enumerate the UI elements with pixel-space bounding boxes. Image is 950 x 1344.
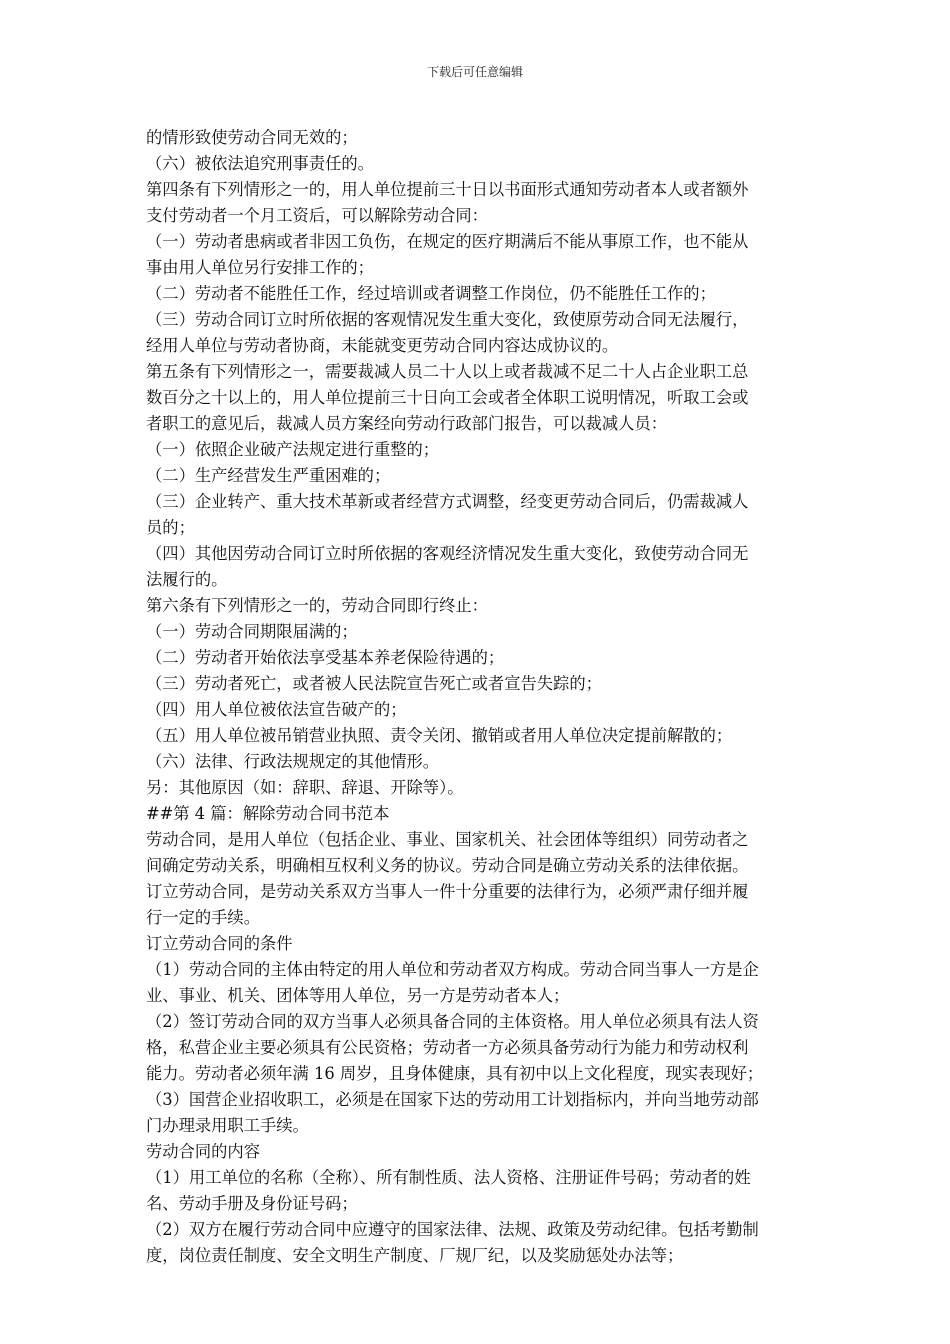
subsection-heading: 劳动合同的内容 xyxy=(146,1142,260,1161)
text-line: 员的； xyxy=(146,518,195,537)
text-line: （二）劳动者不能胜任工作，经过培训或者调整工作岗位，仍不能胜任工作的； xyxy=(146,284,716,303)
text-line: （一）劳动合同期限届满的； xyxy=(146,622,358,641)
text-line: 订立劳动合同，是劳动关系双方当事人一件十分重要的法律行为，必须严肃仔细并履 xyxy=(146,882,749,901)
text-line: 数百分之十以上的，用人单位提前三十日向工会或者全体职工说明情况，听取工会或 xyxy=(146,388,749,407)
text-line: 事由用人单位另行安排工作的； xyxy=(146,258,374,277)
text-line: 的情形致使劳动合同无效的； xyxy=(146,128,358,147)
text-line: （三）企业转产、重大技术革新或者经营方式调整，经变更劳动合同后，仍需裁减人 xyxy=(146,492,749,511)
text-line: 劳动合同，是用人单位（包括企业、事业、国家机关、社会团体等组织）同劳动者之 xyxy=(146,830,749,849)
subsection-heading: 订立劳动合同的条件 xyxy=(146,934,293,953)
text-line: 业、事业、机关、团体等用人单位，另一方是劳动者本人； xyxy=(146,986,570,1005)
text-line: 名、劳动手册及身份证号码； xyxy=(146,1194,358,1213)
text-line: 能力。劳动者必须年满 16 周岁，且身体健康，具有初中以上文化程度，现实表现好； xyxy=(146,1064,764,1083)
text-line: 法履行的。 xyxy=(146,570,228,589)
text-line: （1）用工单位的名称（全称）、所有制性质、法人资格、注册证件号码；劳动者的姓 xyxy=(146,1168,751,1187)
text-line: （六）法律、行政法规规定的其他情形。 xyxy=(146,752,440,771)
text-line: 支付劳动者一个月工资后，可以解除劳动合同： xyxy=(146,206,488,225)
text-line: 经用人单位与劳动者协商，未能就变更劳动合同内容达成协议的。 xyxy=(146,336,619,355)
text-line: （2）双方在履行劳动合同中应遵守的国家法律、法规、政策及劳动纪律。包括考勤制 xyxy=(146,1220,759,1239)
text-line: 格，私营企业主要必须具有公民资格；劳动者一方必须具备劳动行为能力和劳动权利 xyxy=(146,1038,749,1057)
text-line: （3）国营企业招收职工，必须是在国家下达的劳动用工计划指标内，并向当地劳动部 xyxy=(146,1090,759,1109)
text-line: （二）劳动者开始依法享受基本养老保险待遇的； xyxy=(146,648,505,667)
text-line: 度，岗位责任制度、安全文明生产制度、厂规厂纪，以及奖励惩处办法等； xyxy=(146,1246,684,1265)
text-line: （一）劳动者患病或者非因工负伤，在规定的医疗期满后不能从事原工作，也不能从 xyxy=(146,232,749,251)
article-4-heading: 第四条有下列情形之一的，用人单位提前三十日以书面形式通知劳动者本人或者额外 xyxy=(146,180,749,199)
article-6-heading: 第六条有下列情形之一的，劳动合同即行终止： xyxy=(146,596,488,615)
article-5-heading: 第五条有下列情形之一，需要裁减人员二十人以上或者裁减不足二十人占企业职工总 xyxy=(146,362,749,381)
text-line: 门办理录用职工手续。 xyxy=(146,1116,309,1135)
text-line: 另：其他原因（如：辞职、辞退、开除等）。 xyxy=(146,778,464,797)
text-line: （三）劳动合同订立时所依据的客观情况发生重大变化，致使原劳动合同无法履行， xyxy=(146,310,749,329)
text-line: （四）其他因劳动合同订立时所依据的客观经济情况发生重大变化，致使劳动合同无 xyxy=(146,544,749,563)
text-line: （1）劳动合同的主体由特定的用人单位和劳动者双方构成。劳动合同当事人一方是企 xyxy=(146,960,759,979)
text-line: 者职工的意见后，裁减人员方案经向劳动行政部门报告，可以裁减人员： xyxy=(146,414,668,433)
text-line: 行一定的手续。 xyxy=(146,908,260,927)
text-line: （二）生产经营发生严重困难的； xyxy=(146,466,391,485)
text-line: （一）依照企业破产法规定进行重整的； xyxy=(146,440,440,459)
text-line: （四）用人单位被依法宣告破产的； xyxy=(146,700,407,719)
document-body xyxy=(146,125,806,1269)
text-line: （2）签订劳动合同的双方当事人必须具备合同的主体资格。用人单位必须具有法人资 xyxy=(146,1012,759,1031)
page-header: 下载后可任意编辑 xyxy=(426,65,523,79)
text-line: （六）被依法追究刑事责任的。 xyxy=(146,154,374,173)
text-line: 间确定劳动关系，明确相互权利义务的协议。劳动合同是确立劳动关系的法律依据。 xyxy=(146,856,749,875)
text-line: （三）劳动者死亡，或者被人民法院宣告死亡或者宣告失踪的； xyxy=(146,674,602,693)
section-heading: ##第 4 篇：解除劳动合同书范本 xyxy=(146,804,390,823)
text-line: （五）用人单位被吊销营业执照、责令关闭、撤销或者用人单位决定提前解散的； xyxy=(146,726,733,745)
